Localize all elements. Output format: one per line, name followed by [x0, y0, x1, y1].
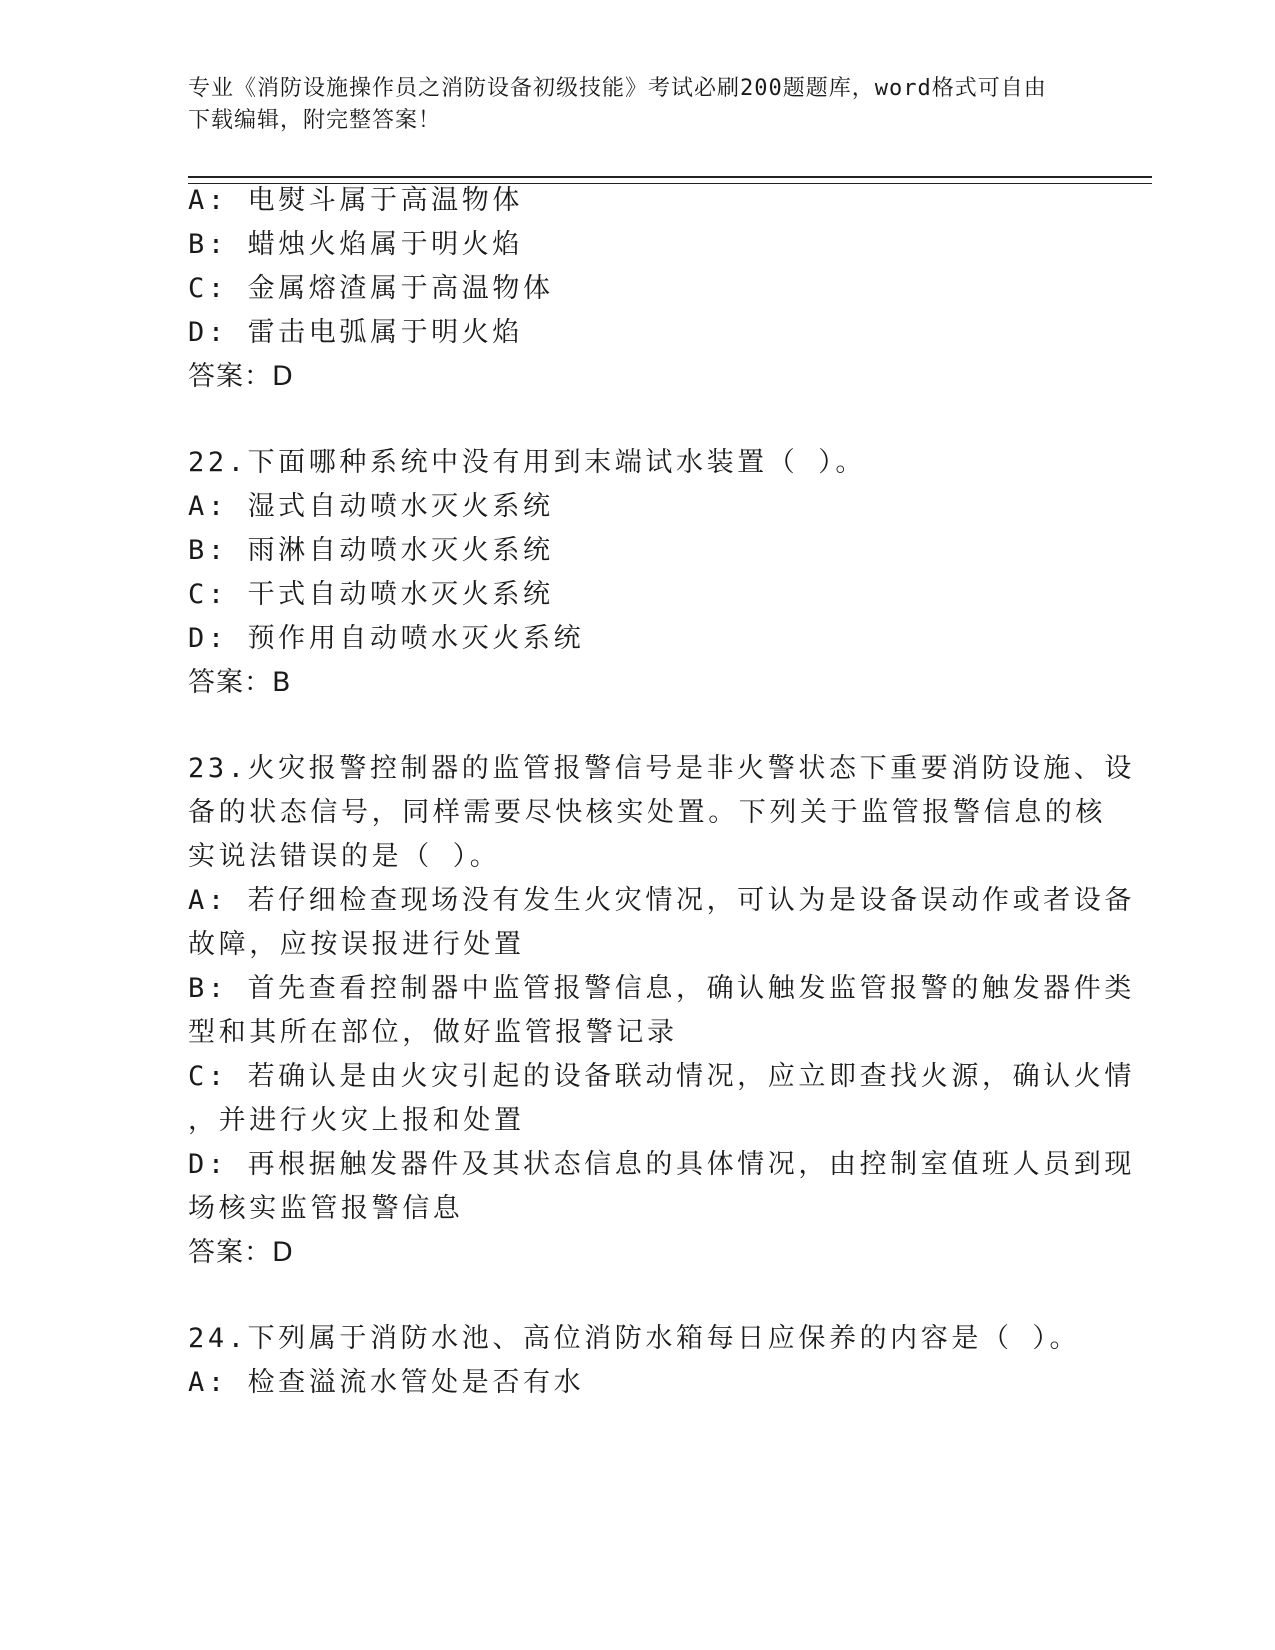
q22-option-b: B: 雨淋自动喷水灭火系统	[188, 535, 554, 566]
q21-option-d: D: 雷击电弧属于明火焰	[188, 317, 523, 348]
q21-option-b: B: 蜡烛火焰属于明火焰	[188, 229, 523, 260]
q23-option-b-line-1: B: 首先查看控制器中监管报警信息，确认触发监管报警的触发器件类	[188, 973, 1135, 1004]
q22-stem: 22.下面哪种系统中没有用到末端试水装置（ ）。	[188, 447, 866, 478]
q21-answer: 答案：D	[188, 361, 294, 392]
q23-option-d-line-1: D: 再根据触发器件及其状态信息的具体情况，由控制室值班人员到现	[188, 1149, 1135, 1180]
q22-option-a: A: 湿式自动喷水灭火系统	[188, 491, 554, 522]
q23-option-b-line-2: 型和其所在部位，做好监管报警记录	[188, 1017, 678, 1048]
q23-option-c-line-2: ，并进行火灾上报和处置	[188, 1105, 525, 1136]
q23-option-a-line-2: 故障，应按误报进行处置	[188, 929, 525, 960]
q22-option-d: D: 预作用自动喷水灭火系统	[188, 623, 585, 654]
q24-stem: 24.下列属于消防水池、高位消防水箱每日应保养的内容是（ ）。	[188, 1323, 1081, 1354]
q21-option-c: C: 金属熔渣属于高温物体	[188, 273, 554, 304]
q23-option-a-line-1: A: 若仔细检查现场没有发生火灾情况，可认为是设备误动作或者设备	[188, 885, 1135, 916]
q21-option-a: A: 电熨斗属于高温物体	[188, 185, 523, 216]
q23-stem-line-2: 备的状态信号，同样需要尽快核实处置。下列关于监管报警信息的核	[188, 797, 1106, 828]
q23-stem-line-1: 23.火灾报警控制器的监管报警信号是非火警状态下重要消防设施、设	[188, 753, 1135, 784]
q23-option-d-line-2: 场核实监管报警信息	[188, 1193, 464, 1224]
q23-answer: 答案：D	[188, 1237, 294, 1268]
q22-answer: 答案：B	[188, 667, 292, 698]
q23-stem-line-3: 实说法错误的是（ ）。	[188, 841, 501, 872]
document-header: 专业《消防设施操作员之消防设备初级技能》考试必刷200题题库，word格式可自由下载编辑，附完整答案！	[188, 76, 1047, 133]
q22-option-c: C: 干式自动喷水灭火系统	[188, 579, 554, 610]
q24-option-a: A: 检查溢流水管处是否有水	[188, 1367, 585, 1398]
q23-option-c-line-1: C: 若确认是由火灾引起的设备联动情况，应立即查找火源，确认火情	[188, 1061, 1135, 1092]
